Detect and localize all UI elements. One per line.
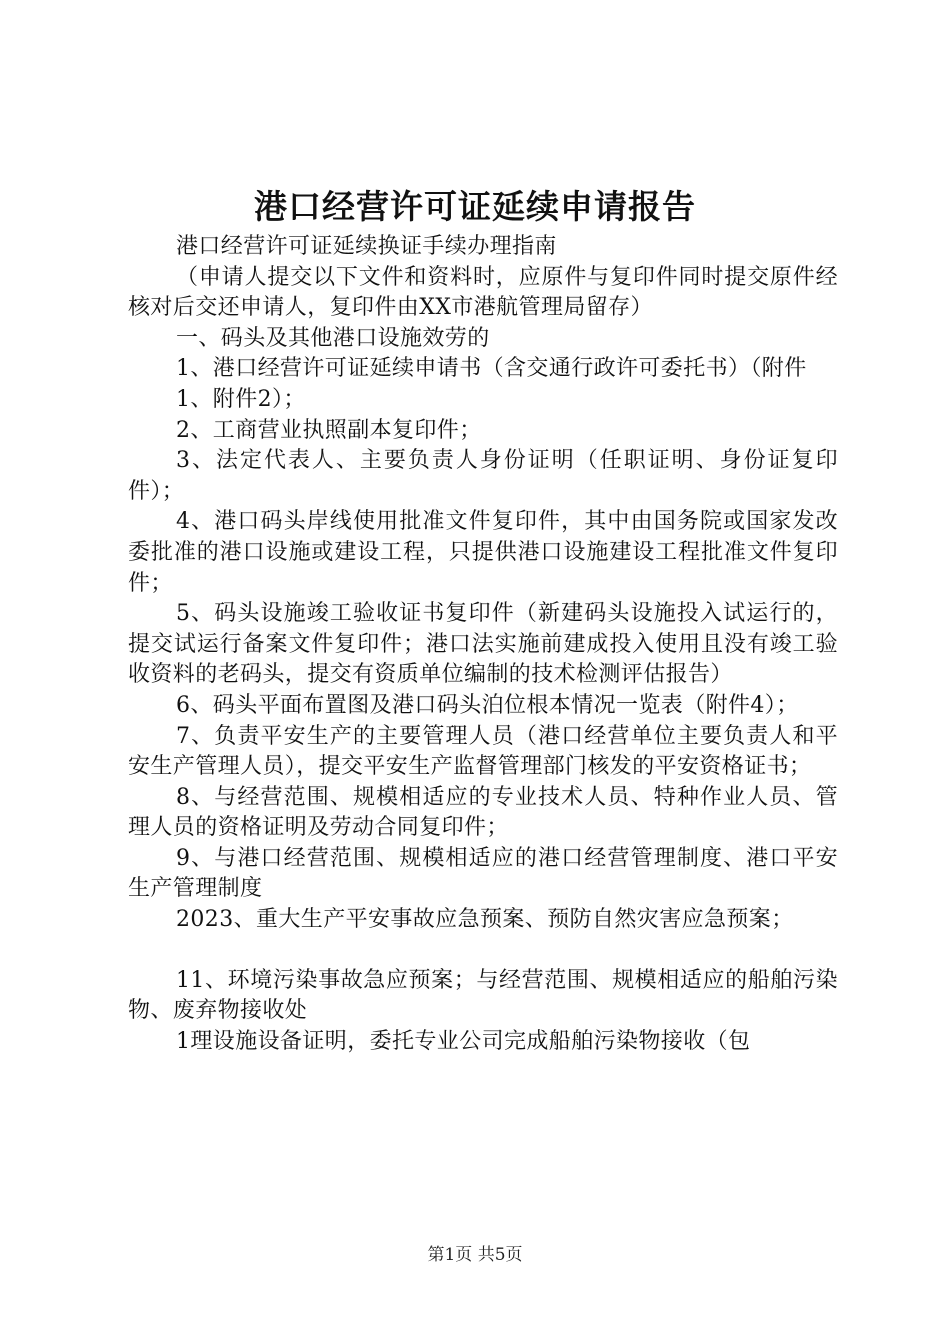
paragraph-item-6: 6、码头平面布置图及港口码头泊位根本情况一览表（附件4）； (176, 692, 799, 718)
paragraph-gap (128, 936, 838, 966)
paragraph-item-9: 9、与港口经营范围、规模相适应的港口经营管理制度、港口平安生产管理制度 (128, 845, 838, 902)
paragraph-item-5: 5、码头设施竣工验收证书复印件（新建码头设施投入试运行的，提交试运行备案文件复印件；港口法实施前建成投入使用且没有竣工验收资料的老码头，提交有资质单位编制的技术检测评估报告） (128, 601, 838, 688)
paragraph-guide-heading: 港口经营许可证延续换证手续办理指南 (176, 234, 557, 259)
paragraph-item-1: 1、港口经营许可证延续申请书（含交通行政许可委托书）（附件 (176, 356, 807, 382)
paragraph-item-4: 4、港口码头岸线使用批准文件复印件，其中由国务院或国家发改委批准的港口设施或建设工程，只提供港口设施建设工程批准文件复印件； (128, 509, 838, 596)
paragraph-item-3: 3、法定代表人、主要负责人身份证明（任职证明、身份证复印件）； (128, 448, 838, 504)
document-body (128, 232, 838, 1057)
paragraph-item-11-continued: 1理设施设备证明，委托专业公司完成船舶污染物接收（包 (176, 1028, 751, 1054)
paragraph-section-one: 一、码头及其他港口设施效劳的 (176, 325, 490, 351)
paragraph-submission-note: （申请人提交以下文件和资料时，应原件与复印件同时提交原件经核对后交还申请人，复印件由XX市港航管理局留存） (128, 264, 838, 321)
paragraph-item-2: 2、工商营业执照副本复印件； (176, 417, 482, 443)
document-title: 港口经营许可证延续申请报告 (254, 187, 696, 226)
paragraph-item-11: 11、环境污染事故急应预案；与经营范围、规模相适应的船舶污染物、废弃物接收处 (128, 967, 838, 1024)
paragraph-item-1-attachments: 1、附件2）； (176, 386, 306, 412)
page-footer: 第1页 共5页 (427, 1245, 523, 1265)
paragraph-item-8: 8、与经营范围、规模相适应的专业技术人员、特种作业人员、管理人员的资格证明及劳动合同复印件； (128, 784, 838, 841)
paragraph-item-7: 7、负责平安生产的主要管理人员（港口经营单位主要负责人和平安生产管理人员），提交平安生产监督管理部门核发的平安资格证书； (128, 723, 838, 780)
paragraph-item-10: 2023、重大生产平安事故应急预案、预防自然灾害应急预案； (176, 907, 794, 933)
